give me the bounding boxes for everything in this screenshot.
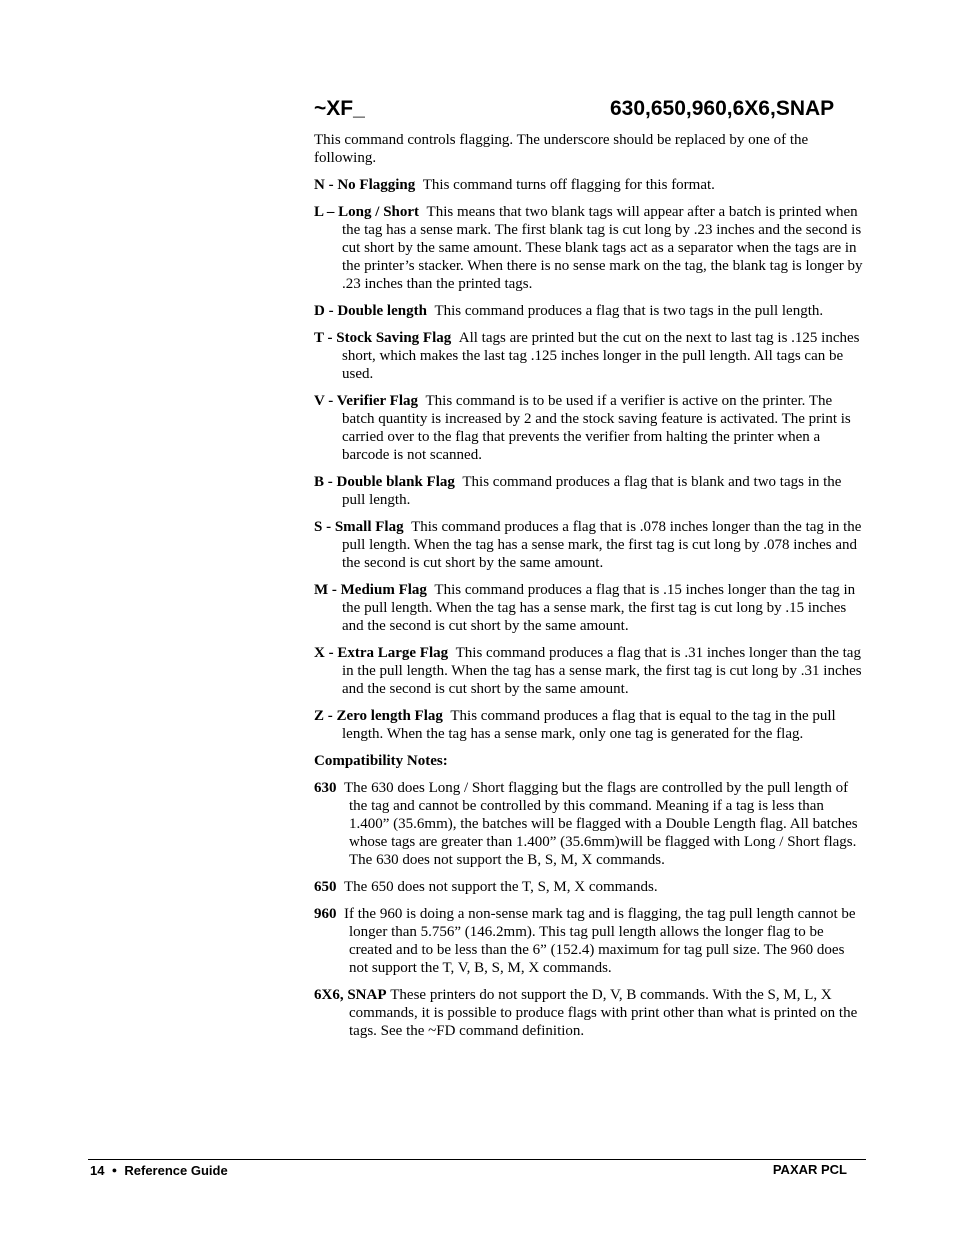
note-term: 6X6, SNAP <box>314 987 387 1003</box>
definition-text: This command produces a flag that is .078 inches longer than the tag in the pull length. When the tag has a sense mark, the first tag is cut long by .078 inches and the second is cut short by the same amount. <box>342 519 862 571</box>
compat-note <box>314 878 866 896</box>
definition-item <box>314 302 866 320</box>
intro-paragraph: This command controls flagging. The underscore should be replaced by one of the following. <box>314 132 809 166</box>
note-text: These printers do not support the D, V, B commands. With the S, M, L, X commands, it is possible to produce flags with print other than what is printed on the tags. See the ~FD command definition. <box>349 987 858 1039</box>
definition-text: This command produces a flag that is .31 inches longer than the tag in the pull length. When the tag has a sense mark, the first tag is cut long by .31 inches and the second is cut short by the same amount. <box>342 645 862 697</box>
definition-text: This command produces a flag that is blank and two tags in the pull length. <box>342 474 842 508</box>
definition-term: B - Double blank Flag <box>314 474 455 490</box>
definition-text: This command turns off flagging for this format. <box>422 177 715 193</box>
compatibility-heading: Compatibility Notes: <box>314 753 448 769</box>
bullet-icon: ● <box>111 1165 118 1175</box>
definition-term: N - No Flagging <box>314 177 416 193</box>
definition-item <box>314 473 866 509</box>
document-body <box>314 131 866 1049</box>
definition-term: S - Small Flag <box>314 519 404 535</box>
note-text: The 650 does not support the T, S, M, X commands. <box>344 879 658 895</box>
page-heading <box>314 96 866 122</box>
definition-term: Z - Zero length Flag <box>314 708 443 724</box>
note-text: The 630 does Long / Short flagging but the flags are controlled by the pull length of the tag and cannot be controlled by this command. Meaning if a tag is less than 1.400” (35.6mm), the batches will be flagged with a Double Length flag. All batches whose tags are greater than 1.400” (35.6mm)will be flagged with Long / Short flags. The 630 does not support the B, S, M, X commands. <box>344 780 858 868</box>
definition-item <box>314 581 866 635</box>
compat-note <box>314 986 866 1040</box>
definition-term: V - Verifier Flag <box>314 393 419 409</box>
definition-text: This command is to be used if a verifier is active on the printer. The batch quantity is increased by 2 and the stock saving feature is activated. The print is carried over to the flag that prevents the verifier from halting the printer when a barcode is not scanned. <box>342 393 851 463</box>
definition-item <box>314 707 866 743</box>
product-name: PAXAR PCL <box>772 1162 847 1177</box>
note-term: 630 <box>314 780 337 796</box>
definition-term: M - Medium Flag <box>314 582 427 598</box>
note-term: 650 <box>314 879 337 895</box>
definition-text: This command produces a flag that is two tags in the pull length. <box>434 303 824 319</box>
definition-term: L – Long / Short <box>314 204 420 220</box>
page-number: 14 <box>90 1163 105 1178</box>
definition-item <box>314 518 866 572</box>
note-term: 960 <box>314 906 337 922</box>
definition-item <box>314 176 866 194</box>
compat-note <box>314 779 866 869</box>
supported-models: 630,650,960,6X6,SNAP <box>610 97 835 120</box>
definition-item <box>314 203 866 293</box>
footer-divider <box>88 1159 866 1160</box>
guide-title: Reference Guide <box>124 1163 228 1178</box>
definition-text: This command produces a flag that is equal to the tag in the pull length. When the tag has a sense mark, only one tag is generated for the flag. <box>342 708 836 742</box>
definition-text: This command produces a flag that is .15 inches longer than the tag in the pull length. When the tag has a sense mark, the first tag is cut long by .15 inches and the second is cut short by the same amount. <box>342 582 856 634</box>
definition-term: T - Stock Saving Flag <box>314 330 452 346</box>
compat-note <box>314 905 866 977</box>
definition-text: All tags are printed but the cut on the next to last tag is .125 inches short, which makes the last tag .125 inches longer in the pull length. All tags can be used. <box>342 330 860 382</box>
footer-left <box>90 1162 228 1179</box>
note-text: If the 960 is doing a non-sense mark tag and is flagging, the tag pull length cannot be longer than 5.756” (146.2mm). This tag pull length allows the longer flag to be created and to be less than the 6” (152.4) maximum for tag pull size. The 960 does not support the T, V, B, S, M, X commands. <box>344 906 856 976</box>
definition-term: D - Double length <box>314 303 427 319</box>
definition-item <box>314 329 866 383</box>
command-name: ~XF_ <box>314 97 365 120</box>
definition-term: X - Extra Large Flag <box>314 645 449 661</box>
definition-item <box>314 392 866 464</box>
definition-item <box>314 644 866 698</box>
definition-text: This means that two blank tags will appear after a batch is printed when the tag has a sense mark. The first blank tag is cut long by .23 inches and the second is cut short by the same amount. These blank tags act as a separator when the tags are in the printer’s stacker. When there is no sense mark on the tag, the blank tag is longer by .23 inches than the printed tags. <box>342 204 863 292</box>
